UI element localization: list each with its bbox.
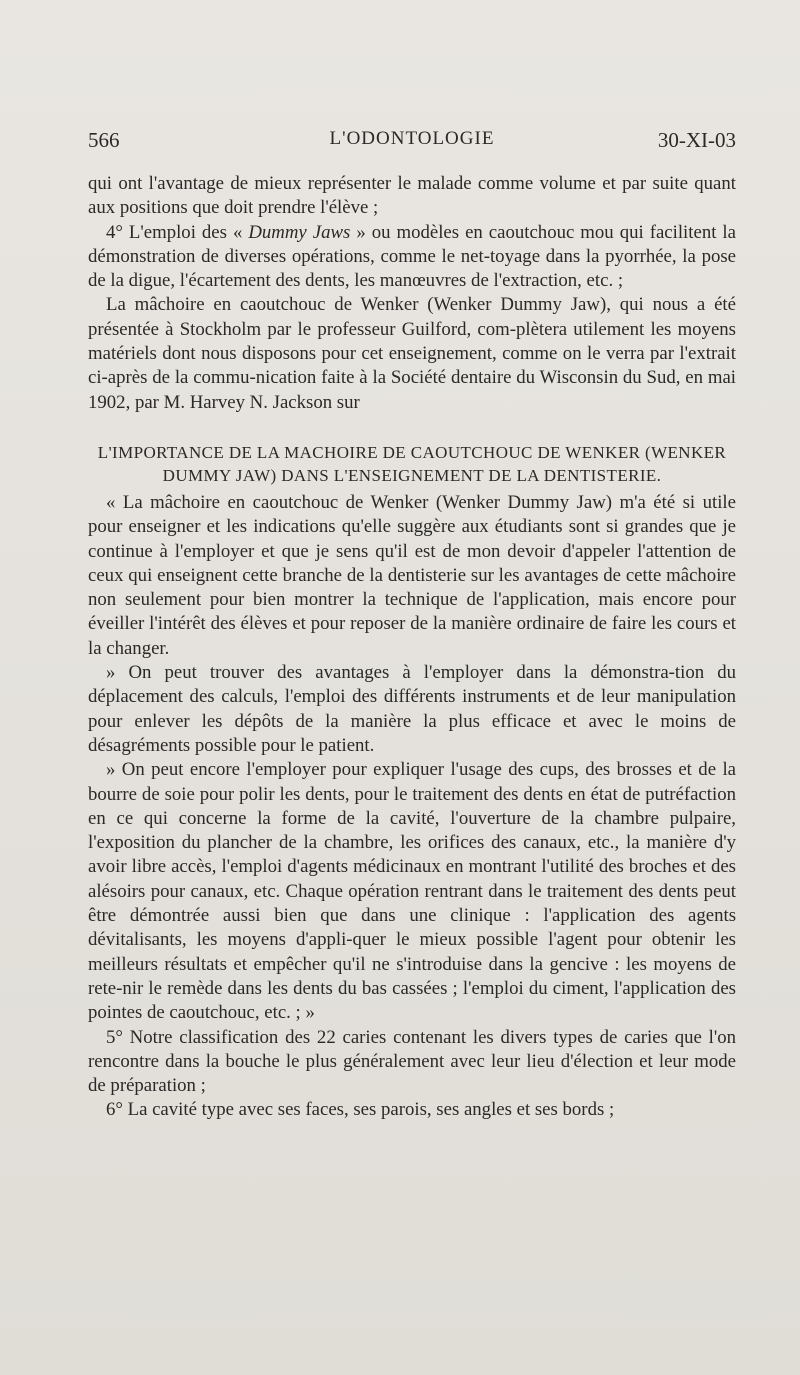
issue-date: 30-XI-03 [657,128,736,152]
section-heading-line: DUMMY JAW) DANS L'ENSEIGNEMENT DE LA DENTISTERIE. [162,465,662,485]
body-text [88,172,736,1123]
paragraph [88,221,736,294]
italic-term: Dummy Jaws [248,221,351,243]
page-number: 566 [88,128,120,152]
running-header [88,128,736,158]
section-heading-line: L'IMPORTANCE DE LA MACHOIRE DE CAOUTCHOUC DE WENKER (WENKER [97,442,727,462]
list-paragraph: 6° La cavité type avec ses faces, ses parois, ses angles et ses bords ; [106,1099,615,1121]
section-heading [88,441,736,487]
paragraph-text-start: 4° L'emploi des « [106,221,249,243]
quote-paragraph: » On peut encore l'employer pour expliquer l'usage des cups, des brosses et de la bourre de soie pour polir les dents, pour le traitement des dents en état de putréfaction en ce qui concerne la forme de la cavité, l'ouverture de la chambre pulpaire, l'exposition du plancher de la chambre, les orifices des canaux, etc., la manière d'y avoir libre accès, l'emploi d'agents médicinaux en montrant l'utilité des broches et des alésoirs pour canaux, etc. Chaque opération rentrant dans le traitement des dents peut être démontrée aussi bien que dans une clinique : l'application des agents dévitalisants, les moyens d'appli-quer le mieux possible l'agent pour obtenir les meilleurs résultats et empêcher qu'il ne s'introduise dans la gencive : les moyens de rete-nir le remède dans les dents du bas cassées ; l'emploi du ciment, l'application des pointes de caoutchouc, etc. ; » [88,759,736,1024]
paragraph: qui ont l'avantage de mieux représenter le malade comme volume et par suite quant aux positions que doit prendre l'élève ; [88,173,736,219]
journal-title: L'ODONTOLOGIE [329,128,495,149]
paragraph: La mâchoire en caoutchouc de Wenker (Wenker Dummy Jaw), qui nous a été présentée à Stockholm par le professeur Guilford, com-plètera utilement les moyens matériels dont nous disposons pour cet enseignement, comme on le verra par l'extrait ci-après de la commu-nication faite à la Société dentaire du Wisconsin du Sud, en mai 1902, par M. Harvey N. Jackson sur [88,294,736,413]
quote-paragraph: « La mâchoire en caoutchouc de Wenker (Wenker Dummy Jaw) m'a été si utile pour enseigner et les indications qu'elle suggère aux étudiants sont si grandes que je continue à l'employer et que je sens qu'il est de mon devoir d'appeler l'attention de ceux qui enseignent cette branche de la dentisterie sur les avantages de cette mâchoire non seulement pour bien montrer la technique de l'application, mais encore pour éveiller l'intérêt des élèves et pour reposer de la manière ordinaire de faire les cours et la changer. [88,491,736,659]
list-paragraph: 5° Notre classification des 22 caries contenant les divers types de caries que l'on rencontre dans la bouche le plus généralement avec leur lieu d'élection et leur mode de préparation ; [88,1026,736,1097]
quote-paragraph: » On peut trouver des avantages à l'employer dans la démonstra-tion du déplacement des calculs, l'emploi des différents instruments et de leur manipulation pour enlever les dépôts de la manière la plus efficace et avec le moins de désagréments possible pour le patient. [88,662,736,756]
paragraph-text-end: » ou modèles en caoutchouc mou qui facilitent la démonstration de diverses opérations, comme le net-toyage dans la pyorrhée, la pose de la digue, l'écartement des dents, les manœuvres de l'extraction, etc. ; [88,221,736,292]
